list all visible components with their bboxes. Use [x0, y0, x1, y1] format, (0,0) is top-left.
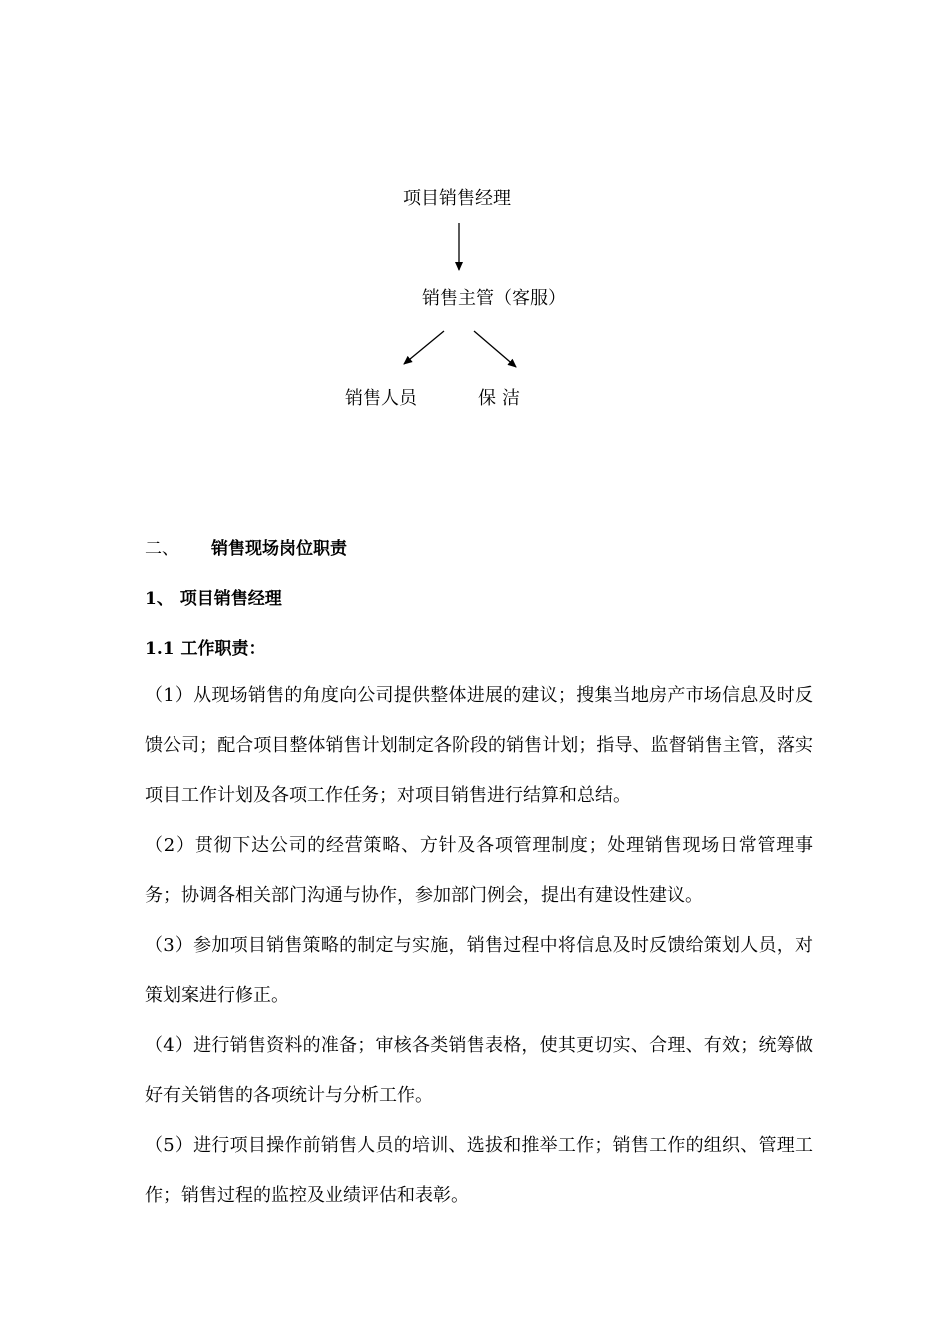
org-node-sales-staff: 销售人员 — [345, 388, 417, 409]
duty-paragraph-1: （1）从现场销售的角度向公司提供整体进展的建议；搜集当地房产市场信息及时反馈公司；配合项目整体销售计划制定各阶段的销售计划；指导、监督销售主管，落实项目工作计划及各项工作任务；对项目销售进行结算和总结。 — [145, 685, 813, 806]
org-node-supervisor: 销售主管（客服） — [422, 288, 566, 309]
org-node-manager: 项目销售经理 — [403, 188, 511, 209]
duty-paragraph-2: （2）贯彻下达公司的经营策略、方针及各项管理制度；处理销售现场日常管理事务；协调各相关部门沟通与协作，参加部门例会，提出有建设性建议。 — [145, 835, 813, 906]
section-heading — [145, 538, 347, 560]
duty-paragraph-3: （3）参加项目销售策略的制定与实施，销售过程中将信息及时反馈给策划人员，对策划案进行修正。 — [145, 935, 813, 1006]
duty-paragraph-5: （5）进行项目操作前销售人员的培训、选拔和推举工作；销售工作的组织、管理工作；销售过程的监控及业绩评估和表彰。 — [145, 1135, 813, 1206]
arrow-supervisor-to-cleaning — [474, 331, 516, 367]
org-node-cleaning: 保洁 — [478, 388, 526, 409]
duty-heading: 1.1 工作职责： — [145, 639, 266, 659]
section-number: 二、 — [145, 539, 179, 559]
duty-paragraph-4: （4）进行销售资料的准备；审核各类销售表格，使其更切实、合理、有效；统筹做好有关销售的各项统计与分析工作。 — [145, 1035, 813, 1106]
role-heading: 1、 项目销售经理 — [145, 589, 282, 609]
arrow-supervisor-to-sales — [404, 331, 444, 364]
section-title: 销售现场岗位职责 — [211, 539, 347, 559]
org-chart-connectors — [0, 0, 950, 430]
org-chart — [0, 0, 950, 430]
